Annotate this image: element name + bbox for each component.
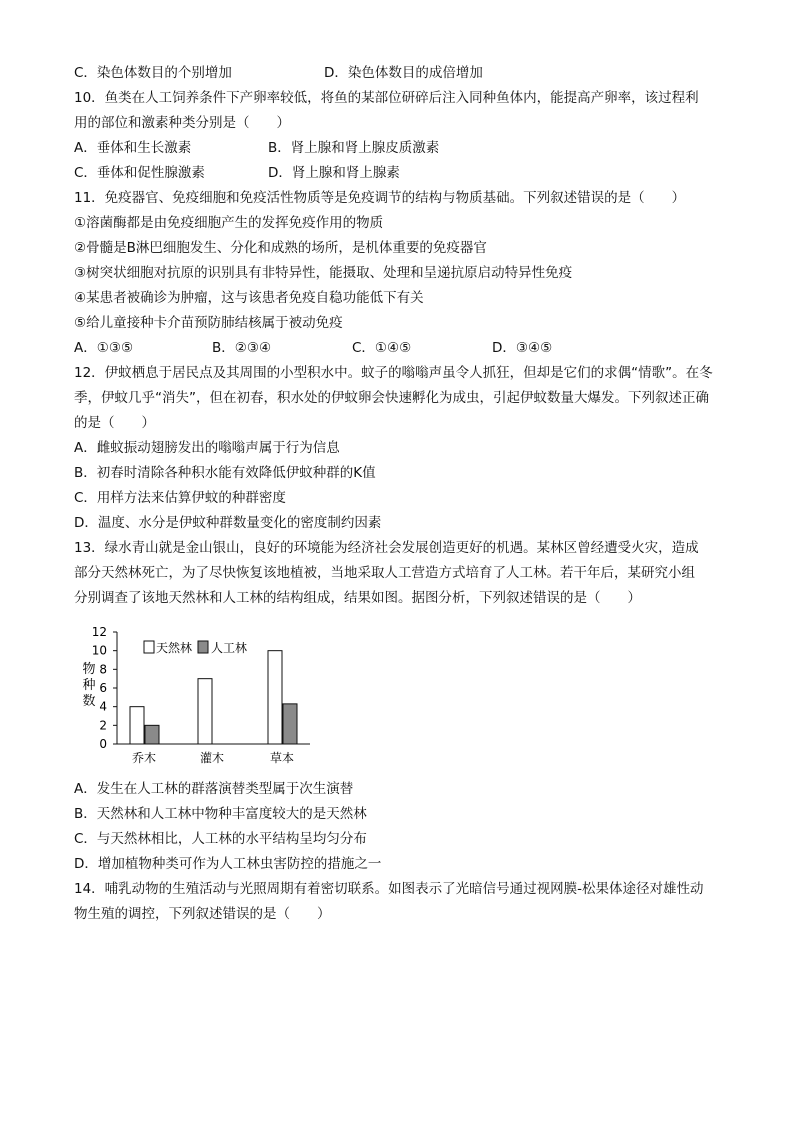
- x-category-label: 乔木: [131, 751, 157, 765]
- q12-stem-line3: 的是（ ）: [74, 415, 155, 431]
- q10-option-d: D．肾上腺和肾上腺素: [268, 165, 400, 181]
- q11-statement-4: ④某患者被确诊为肿瘤，这与该患者免疫自稳功能低下有关: [74, 290, 424, 306]
- q11-statement-3: ③树突状细胞对抗原的识别具有非特异性，能摄取、处理和呈递抗原启动特异性免疫: [74, 265, 573, 281]
- q11-option-d: D．③④⑤: [492, 340, 553, 356]
- y-tick-label: 0: [99, 737, 107, 751]
- q12-option-d: D．温度、水分是伊蚊种群数量变化的密度制约因素: [74, 515, 382, 531]
- q13-stem-line1: 13．绿水青山就是金山银山，良好的环境能为经济社会发展创造更好的机遇。某林区曾经遭受火灾，造成: [74, 540, 699, 556]
- species-bar-chart: [70, 620, 330, 770]
- q11-statement-1: ①溶菌酶都是由免疫细胞产生的发挥免疫作用的物质: [74, 215, 384, 231]
- q9-option-c: C．染色体数目的个别增加: [74, 65, 232, 81]
- q10-stem-line1: 10．鱼类在人工饲养条件下产卵率较低，将鱼的某部位研碎后注入同种鱼体内，能提高产卵率，该过程利: [74, 90, 699, 106]
- q10-option-b: B．肾上腺和肾上腺皮质激素: [268, 140, 440, 156]
- q13-stem-line2: 部分天然林死亡，为了尽快恢复该地植被，当地采取人工营造方式培育了人工林。若干年后，某研究小组: [74, 565, 695, 581]
- q14-stem-line1: 14．哺乳动物的生殖活动与光照周期有着密切联系。如图表示了光暗信号通过视网膜-松果体途径对雄性动: [74, 881, 704, 897]
- y-tick-label: 12: [91, 625, 107, 639]
- q10-option-a: A．垂体和生长激素: [74, 140, 192, 156]
- y-tick-label: 10: [91, 643, 107, 658]
- bar-natural-1: [198, 679, 212, 744]
- q10-stem-line2: 用的部位和激素种类分别是（ ）: [74, 115, 290, 131]
- q11-option-c: C．①④⑤: [352, 340, 412, 356]
- q12-stem-line2: 季，伊蚊几乎“消失”，但在初春，积水处的伊蚊卵会快速孵化为成虫，引起伊蚊数量大爆发。下列叙述正确: [74, 390, 709, 406]
- q12-option-c: C．用样方法来估算伊蚊的种群密度: [74, 490, 286, 506]
- q10-option-c: C．垂体和促性腺激素: [74, 165, 205, 181]
- q13-option-c: C．与天然林相比，人工林的水平结构呈均匀分布: [74, 831, 367, 847]
- y-axis-label-char-3: 数: [82, 694, 96, 709]
- y-axis-label-char-1: 物: [82, 662, 96, 677]
- y-tick-label: 8: [99, 662, 107, 677]
- q13-option-a: A．发生在人工林的群落演替类型属于次生演替: [74, 781, 354, 797]
- q11-option-a: A．①③⑤: [74, 340, 134, 356]
- q11-option-b: B．②③④: [212, 340, 272, 356]
- legend-label-natural-forest: 天然林: [156, 641, 193, 655]
- y-tick-label: 4: [99, 699, 107, 714]
- q14-stem-line2: 物生殖的调控，下列叙述错误的是（ ）: [74, 906, 331, 922]
- x-category-label: 灌木: [199, 751, 225, 765]
- q11-statement-2: ②骨髓是B淋巴细胞发生、分化和成熟的场所，是机体重要的免疫器官: [74, 240, 487, 256]
- bar-planted-0: [145, 725, 159, 744]
- q13-option-b: B．天然林和人工林中物种丰富度较大的是天然林: [74, 806, 367, 822]
- q13-option-d: D．增加植物种类可作为人工林虫害防控的措施之一: [74, 856, 382, 872]
- q11-stem: 11．免疫器官、免疫细胞和免疫活性物质等是免疫调节的结构与物质基础。下列叙述错误的是（ ）: [74, 190, 686, 206]
- q13-stem-line3: 分别调查了该地天然林和人工林的结构组成，结果如图。据图分析，下列叙述错误的是（ ）: [74, 590, 641, 606]
- legend-swatch-natural-forest: [144, 641, 154, 653]
- q11-statement-5: ⑤给儿童接种卡介苗预防肺结核属于被动免疫: [74, 315, 343, 331]
- legend-swatch-planted-forest: [198, 641, 208, 653]
- q12-option-a: A．雌蚊振动翅膀发出的嗡嗡声属于行为信息: [74, 440, 340, 456]
- q9-option-d: D．染色体数目的成倍增加: [324, 65, 483, 81]
- legend-label-planted-forest: 人工林: [211, 641, 248, 655]
- bar-planted-2: [283, 704, 297, 744]
- y-axis-label-char-2: 种: [82, 678, 96, 693]
- q12-stem-line1: 12．伊蚊栖息于居民点及其周围的小型积水中。蚊子的嗡嗡声虽令人抓狂，但却是它们的求偶“情歌”。在冬: [74, 365, 713, 381]
- bar-natural-0: [130, 707, 144, 744]
- x-category-label: 草本: [269, 751, 295, 765]
- y-tick-label: 6: [99, 681, 107, 695]
- q12-option-b: B．初春时清除各种积水能有效降低伊蚊种群的K值: [74, 465, 376, 481]
- bar-natural-2: [268, 651, 282, 744]
- y-tick-label: 2: [99, 718, 107, 733]
